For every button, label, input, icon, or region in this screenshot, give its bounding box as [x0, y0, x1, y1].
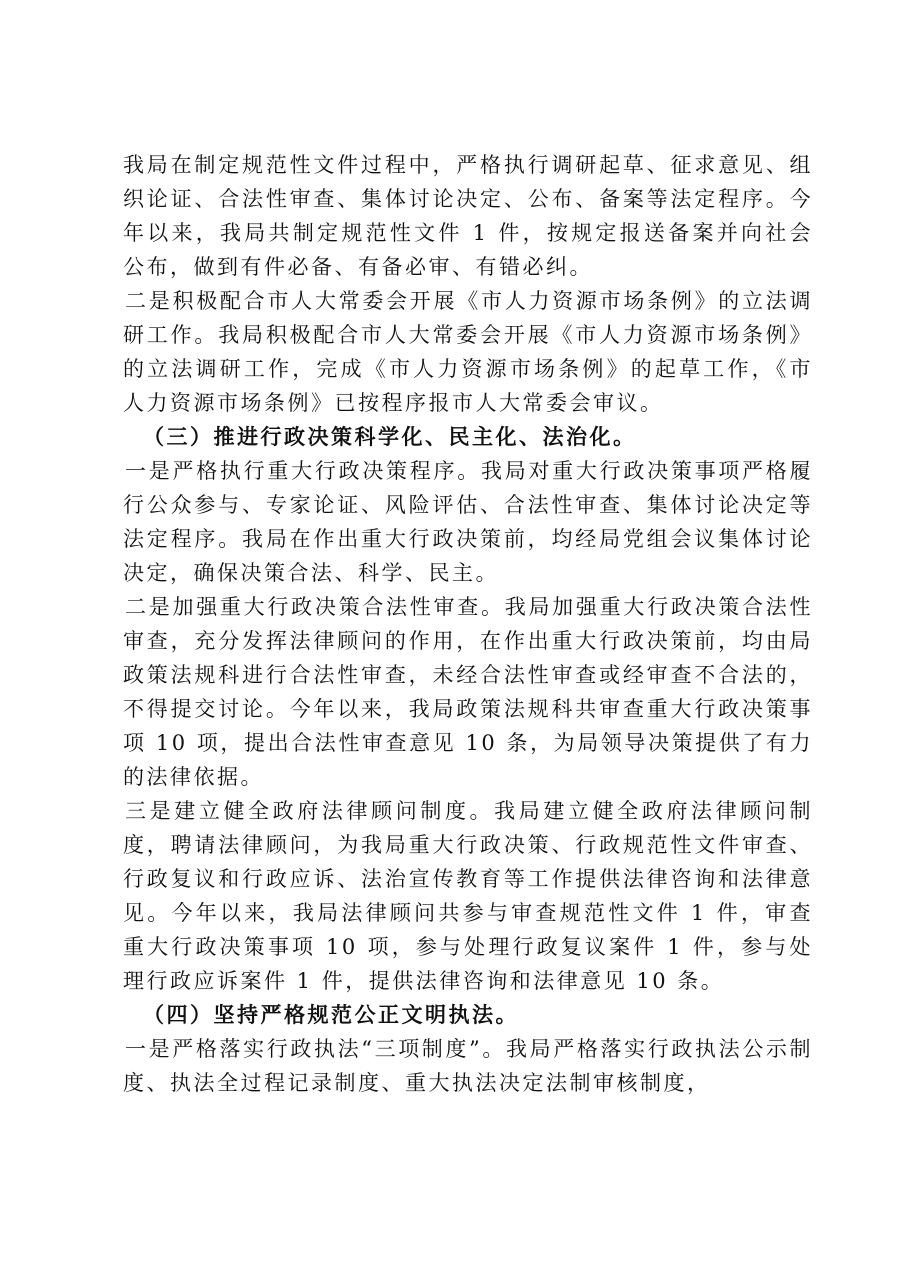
paragraph-legality-review: 二是加强重大行政决策合法性审查。我局加强重大行政决策合法性审查，充分发挥法律顾问的作用，在作出重大行政决策前，均由局政策法规科进行合法性审查，未经合法性审查或经审查不合法的，不得提交讨论。今年以来，我局政策法规科共审查重大行政决策事项 10 项，提出合法性审查意见 10 条，为局领导决策提供了有力的法律依据。: [123, 595, 813, 789]
paragraph-legislative-research: 二是积极配合市人大常委会开展《市人力资源市场条例》的立法调研工作。我局积极配合市人大常委会开展《市人力资源市场条例》的立法调研工作，完成《市人力资源市场条例》的起草工作，《市人力资源市场条例》已按程序报市人大常委会审议。: [123, 289, 813, 415]
paragraph-legal-advisor-system: 三是建立健全政府法律顾问制度。我局建立健全政府法律顾问制度，聘请法律顾问，为我局重大行政决策、行政规范性文件审查、行政复议和行政应诉、法治宣传教育等工作提供法律咨询和法律意见。今年以来，我局法律顾问共参与审查规范性文件 1 件，审查重大行政决策事项 10 项，参与处理行政复议案件 1 件，参与处理行政应诉案件 1 件，提供法律咨询和法律意见 10 条。: [123, 799, 813, 993]
document-body: [123, 148, 813, 1100]
paragraph-major-decision-procedure: 一是严格执行重大行政决策程序。我局对重大行政决策事项严格履行公众参与、专家论证、风险评估、合法性审查、集体讨论决定等法定程序。我局在作出重大行政决策前，均经局党组会议集体讨论决定，确保决策合法、科学、民主。: [123, 459, 813, 585]
section-heading-3: （三）推进行政决策科学化、民主化、法治化。: [143, 424, 637, 449]
paragraph-three-systems: 一是严格落实行政执法“三项制度”。我局严格落实行政执法公示制度、执法全过程记录制度、重大执法决定法制审核制度，: [123, 1037, 813, 1095]
section-heading-4: （四）坚持严格规范公正文明执法。: [143, 1002, 519, 1027]
paragraph-normative-documents: 我局在制定规范性文件过程中，严格执行调研起草、征求意见、组织论证、合法性审查、集体讨论决定、公布、备案等法定程序。今年以来，我局共制定规范性文件 1 件，按规定报送备案并向社会公布，做到有件必备、有备必审、有错必纠。: [123, 153, 813, 279]
